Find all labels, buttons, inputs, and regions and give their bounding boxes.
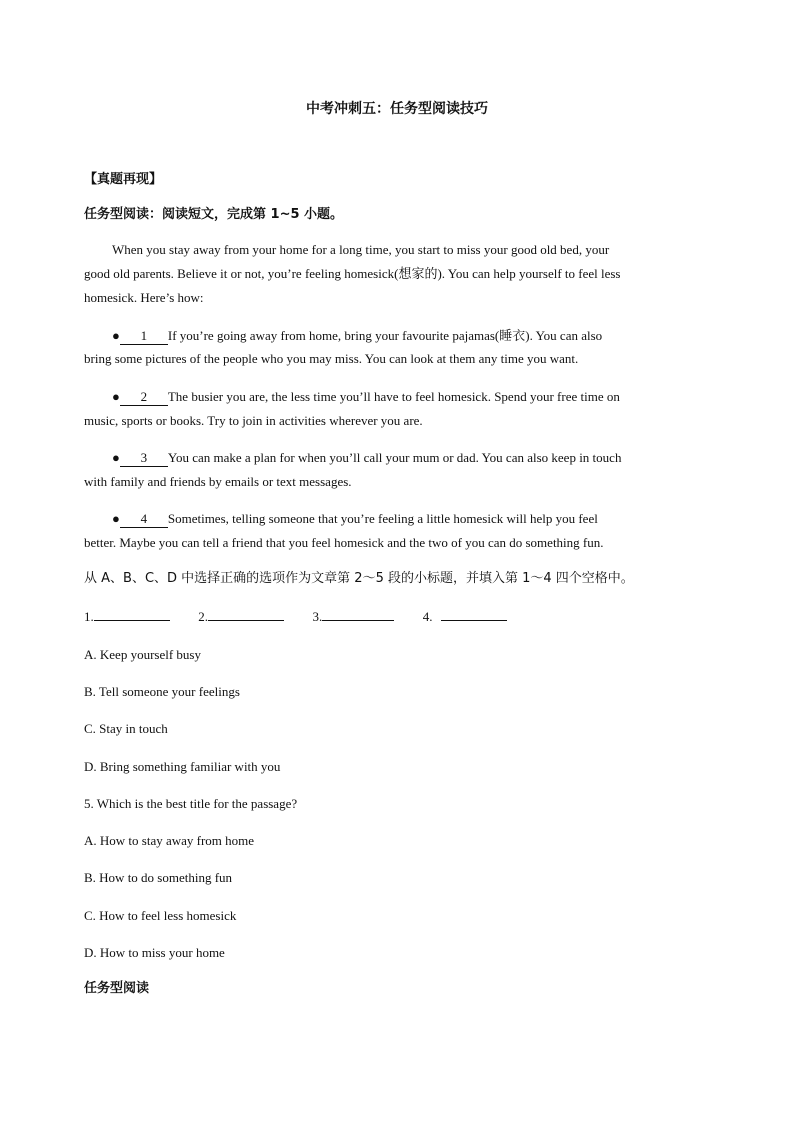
passage-item-2 — [112, 389, 752, 406]
passage-item-3 — [112, 450, 752, 467]
item-4-text: Sometimes, telling someone that you’re feeling a little homesick will help you feel — [167, 511, 598, 526]
passage-item-1 — [112, 328, 752, 345]
passage-item-4-line-2: better. Maybe you can tell a friend that you feel homesick and the two of you can do something fun. — [84, 535, 604, 550]
option-c: C. Stay in touch — [84, 721, 168, 736]
item-3-text: You can make a plan for when you’ll call your mum or dad. You can also keep in touch — [167, 450, 622, 465]
bullet-icon: ● — [112, 511, 120, 526]
item-blank-4: 4 — [120, 511, 168, 528]
passage-intro-line-3: homesick. Here’s how: — [84, 290, 204, 305]
item-2-text: The busier you are, the less time you’ll have to feel homesick. Spend your free time on — [167, 389, 620, 404]
option-a: A. Keep yourself busy — [84, 647, 201, 662]
answer-blanks-row — [84, 609, 724, 625]
bullet-icon: ● — [112, 328, 120, 343]
choice-instruction: 从 A、B、C、D 中选择正确的选项作为文章第 2～5 段的小标题，并填入第 1～4 四个空格中。 — [84, 571, 634, 586]
bullet-icon: ● — [112, 450, 120, 465]
answer-label-2: 2. — [198, 609, 208, 624]
q5-option-c: C. How to feel less homesick — [84, 908, 237, 923]
answer-blank-1[interactable] — [94, 620, 170, 621]
section-header: 【真题再现】 — [84, 172, 163, 187]
option-b: B. Tell someone your feelings — [84, 684, 240, 699]
q5-option-d: D. How to miss your home — [84, 945, 225, 960]
q5-option-a: A. How to stay away from home — [84, 833, 255, 848]
question-5: 5. Which is the best title for the passage? — [84, 796, 298, 811]
passage-item-4 — [112, 511, 752, 528]
passage-intro-line-2: good old parents. Believe it or not, you’re feeling homesick(想家的). You can help yourself to feel less — [84, 266, 621, 281]
answer-label-3: 3. — [312, 609, 323, 624]
option-d: D. Bring something familiar with you — [84, 759, 281, 774]
passage-item-2-line-2: music, sports or books. Try to join in activities wherever you are. — [84, 413, 423, 428]
passage-item-3-line-2: with family and friends by emails or text messages. — [84, 474, 352, 489]
task-instruction: 任务型阅读：阅读短文，完成第 1~5 小题。 — [84, 207, 344, 222]
item-1-text: If you’re going away from home, bring your favourite pajamas(睡衣). You can also — [167, 328, 603, 343]
q5-option-b: B. How to do something fun — [84, 870, 233, 885]
answer-label-4: 4. — [422, 609, 433, 624]
bullet-icon: ● — [112, 389, 120, 404]
item-blank-3: 3 — [120, 450, 168, 467]
item-blank-1: 1 — [120, 328, 168, 345]
footer-heading: 任务型阅读 — [84, 981, 150, 996]
passage-intro-line-1: When you stay away from your home for a long time, you start to miss your good old bed, your — [112, 242, 610, 257]
answer-blank-2[interactable] — [208, 620, 284, 621]
passage-item-1-line-2: bring some pictures of the people who you may miss. You can look at them any time you want. — [84, 351, 579, 366]
page-title: 中考冲刺五：任务型阅读技巧 — [306, 101, 488, 117]
item-blank-2: 2 — [120, 389, 168, 406]
answer-blank-4[interactable] — [441, 620, 507, 621]
answer-label-1: 1. — [84, 609, 94, 624]
answer-blank-3[interactable] — [322, 620, 394, 621]
